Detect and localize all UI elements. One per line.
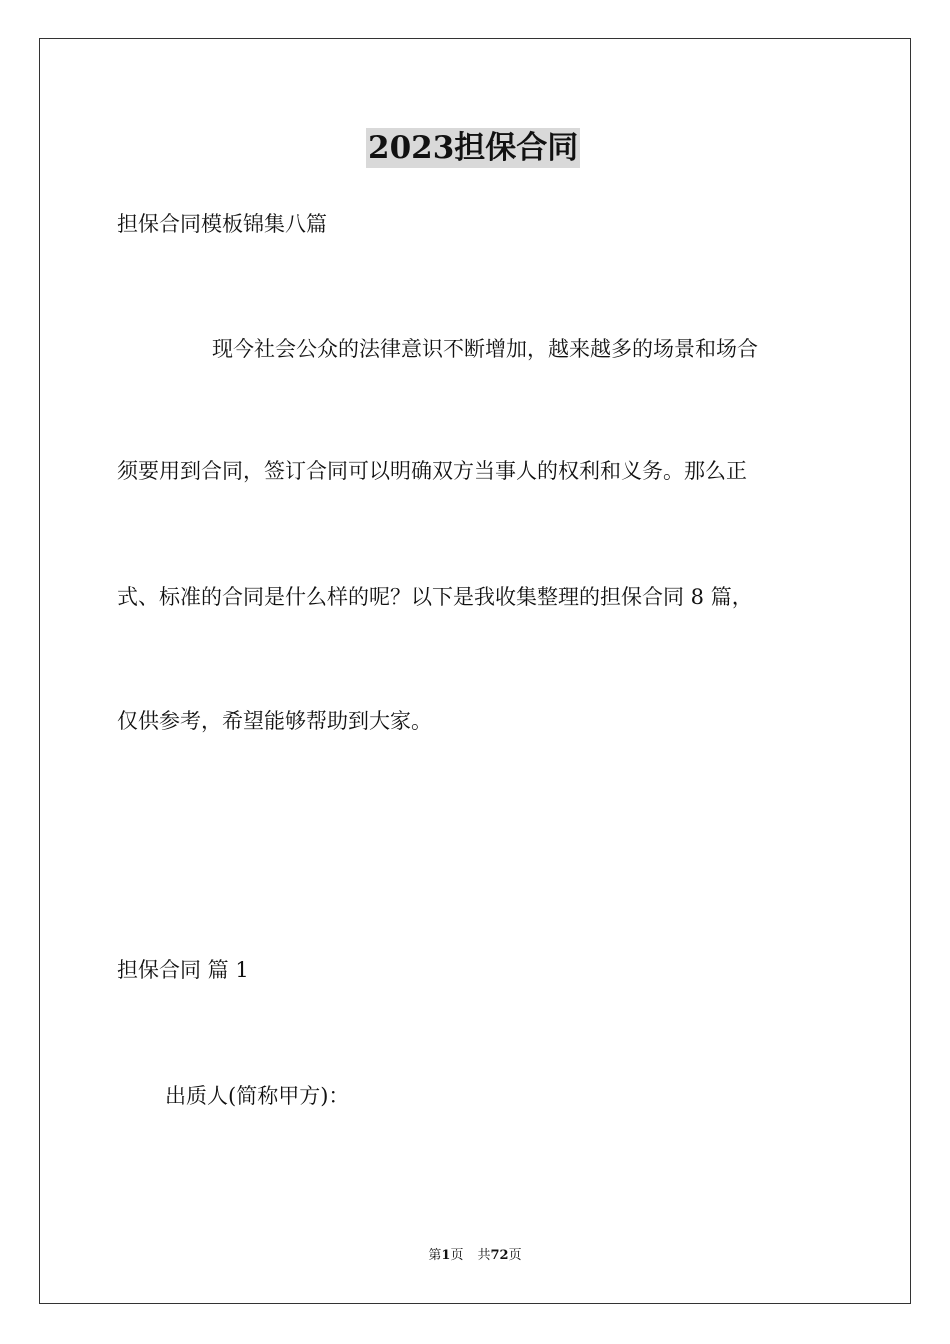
footer-current-page: 1 [441,1248,451,1263]
pledgor-line: 出质人(简称甲方)： [165,1084,350,1108]
intro-paragraph-line-2: 须要用到合同，签订合同可以明确双方当事人的权利和义务。那么正 [117,459,747,483]
footer-page-prefix: 第 [428,1248,442,1263]
page-footer [0,1247,950,1265]
footer-total-prefix: 共 [477,1248,491,1263]
intro-paragraph-line-3: 式、标准的合同是什么样的呢？以下是我收集整理的担保合同 8 篇， [117,585,753,609]
footer-total-pages: 72 [490,1248,509,1263]
footer-total-suffix: 页 [508,1248,522,1263]
document-subtitle: 担保合同模板锦集八篇 [117,212,327,236]
document-title: 2023担保合同 [368,130,579,166]
footer-page-suffix: 页 [450,1248,464,1263]
intro-paragraph-line-4: 仅供参考，希望能够帮助到大家。 [117,709,432,733]
section-heading: 担保合同 篇 1 [117,958,249,982]
intro-paragraph-line-1: 现今社会公众的法律意识不断增加，越来越多的场景和场合 [212,337,758,361]
